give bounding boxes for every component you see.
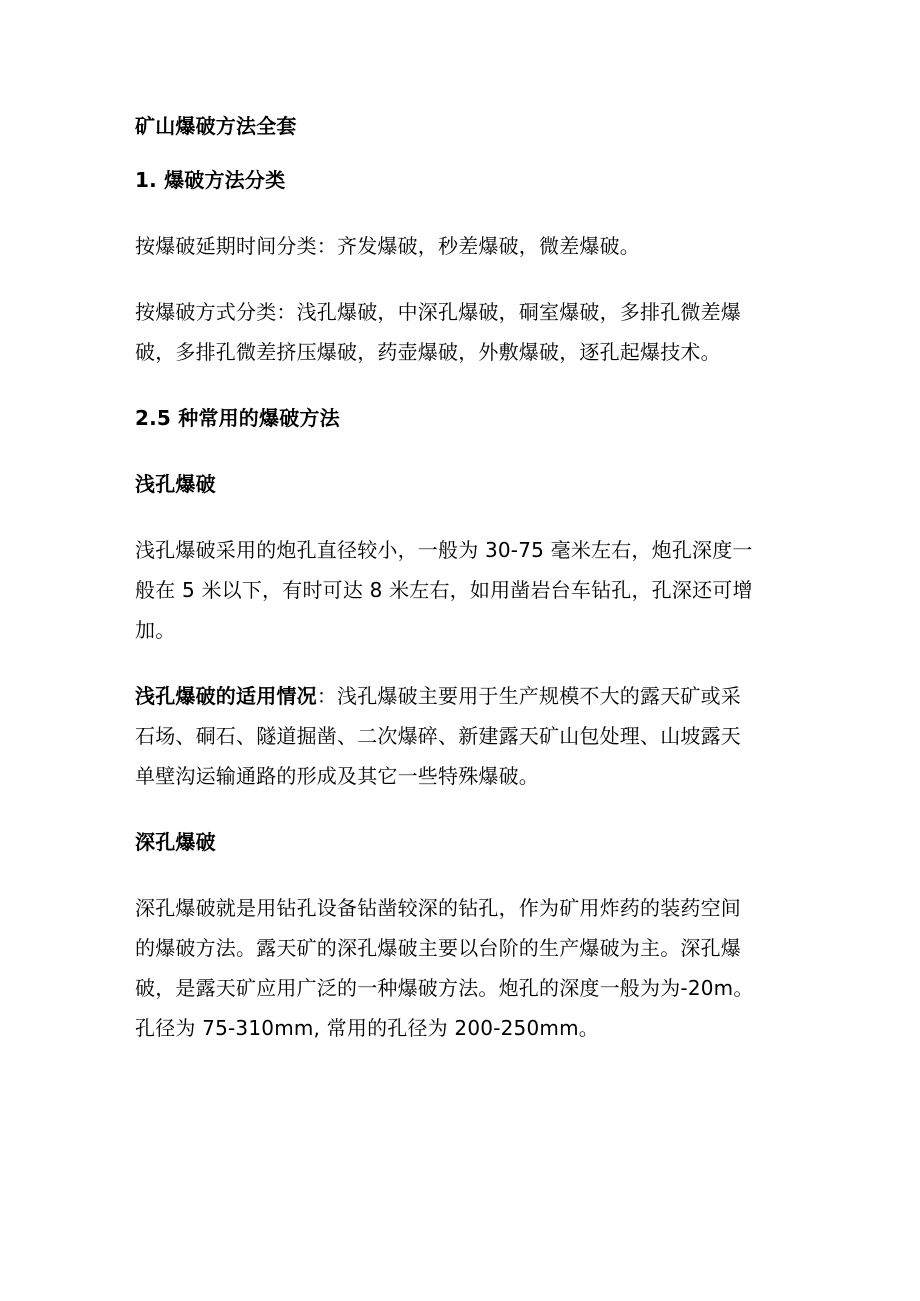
paragraph-line: 加。 [135,618,176,642]
paragraph-line: 般在 5 米以下，有时可达 8 米左右，如用凿岩台车钻孔，孔深还可增 [135,578,753,602]
document-title: 矿山爆破方法全套 [135,114,297,138]
paragraph-line: 浅孔爆破采用的炮孔直径较小，一般为 30-75 毫米左右，炮孔深度一 [135,538,753,562]
paragraph-line: 深孔爆破就是用钻孔设备钻凿较深的钻孔，作为矿用炸药的装药空间 [135,896,741,920]
paragraph-method-classification [135,292,795,372]
section-heading-common-methods: 2.5 种常用的爆破方法 [135,406,340,430]
document-body [135,106,795,1048]
paragraph-deep-hole-description [135,888,795,1048]
paragraph-line: 石场、硐石、隧道掘凿、二次爆碎、新建露天矿山包处理、山坡露天 [135,724,741,748]
section-heading-classification: 1. 爆破方法分类 [135,168,286,192]
paragraph-line: 单壁沟运输通路的形成及其它一些特殊爆破。 [135,764,539,788]
usage-label: 浅孔爆破的适用情况 [135,684,317,708]
paragraph-line: 孔径为 75-310mm, 常用的孔径为 200-250mm。 [135,1016,599,1040]
paragraph-delay-classification: 按爆破延期时间分类：齐发爆破，秒差爆破，微差爆破。 [135,234,640,258]
paragraph-line [135,676,795,716]
paragraph-line: 破，是露天矿应用广泛的一种爆破方法。炮孔的深度一般为为-20m。 [135,976,754,1000]
paragraph-line: 的爆破方法。露天矿的深孔爆破主要以台阶的生产爆破为主。深孔爆 [135,936,741,960]
paragraph-line: 按爆破方式分类：浅孔爆破，中深孔爆破，硐室爆破，多排孔微差爆 [135,300,741,324]
paragraph-shallow-hole-usage [135,676,795,796]
paragraph-line: 破，多排孔微差挤压爆破，药壶爆破，外敷爆破，逐孔起爆技术。 [135,340,721,364]
paragraph-shallow-hole-description [135,530,795,650]
subheading-shallow-hole: 浅孔爆破 [135,472,216,496]
usage-text: ：浅孔爆破主要用于生产规模不大的露天矿或采 [316,684,742,708]
subheading-deep-hole: 深孔爆破 [135,830,216,854]
